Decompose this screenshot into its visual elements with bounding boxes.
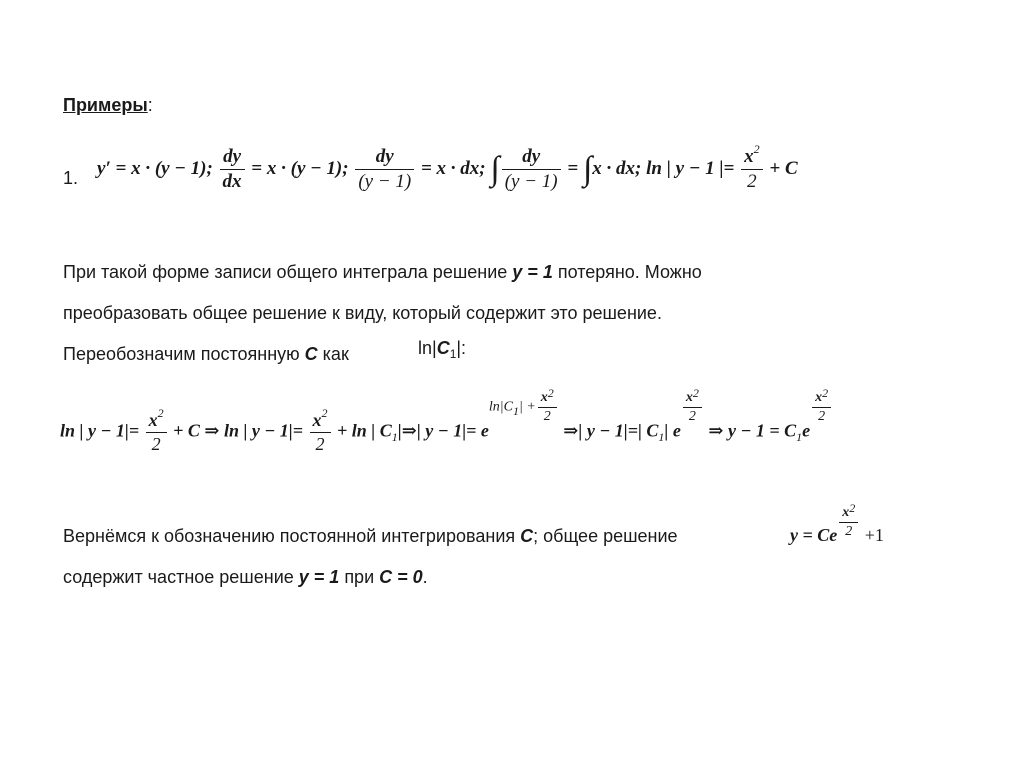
eq2-p3b: |⇒| y − 1|= e: [397, 420, 489, 441]
para1-line3: Переобозначим постоянную C как: [63, 344, 349, 364]
eq2-exponent-1: ln|C1| + $\frac{x2}{2}$: [489, 390, 559, 425]
eq1-ym1-2: (y − 1): [504, 171, 558, 192]
equation-2: ln | y − 1|= $\frac{x^2}{2}$ + C ⇒ ln | y − 1|= $\frac{x^2}{2}$ + ln | $C_1|\Rightarrow|$ y − 1|= eln|C1| + $\frac{x2}{2}$ ⇒| y − 1|=| $C_1|$ e $\frac{x2}{2}$ ⇒ $y - 1 = C_1e$ $\frac{x2}{2}$: [60, 410, 833, 455]
eq1-dy-2: dy: [355, 146, 414, 170]
heading: [63, 95, 153, 116]
eq2-exponent-2: $\frac{x2}{2}$: [681, 390, 704, 425]
eq1-dy: dy: [220, 146, 245, 170]
integral-sign-2: ∫: [582, 150, 593, 188]
eq2-p4b: | e: [664, 420, 681, 441]
eq2-frac-2: $\frac{x^2}{2}$: [310, 410, 331, 455]
ln-c1: $\ln|C_1|$:: [418, 338, 467, 361]
eq1-x2: $x^2$: [741, 146, 763, 170]
heading-text: Примеры: [63, 95, 148, 115]
eq2-p2: + C ⇒ ln | y − 1|=: [173, 420, 304, 441]
eq2-p3: + ln | C: [337, 420, 392, 441]
eq1-ym1: (y − 1): [358, 171, 412, 192]
para2-line2: содержит частное решение y = 1 при C = 0.: [63, 567, 428, 587]
final-equation: [790, 501, 884, 560]
eq1-dx: dx: [222, 171, 242, 192]
eq2-p5b: e: [802, 420, 811, 441]
eq1-rhs3: = x · dx;: [420, 157, 486, 179]
equation-1: [97, 142, 798, 193]
para1-line2: преобразовать общее решение к виду, который содержит это решение.: [63, 303, 662, 323]
final-lhs: y = Ce: [790, 525, 838, 545]
eq1-prime: ′: [105, 157, 111, 179]
eq1-lhs: y: [97, 157, 106, 179]
eq1-rhs2: = x · (y − 1);: [251, 157, 349, 179]
eq1-frac-x2: [741, 142, 763, 193]
integral-sign: ∫: [490, 150, 500, 188]
eq2-p5: ⇒ y − 1 = C: [708, 420, 797, 441]
example-number: 1.: [63, 168, 79, 188]
para2-line1: Вернёмся к обозначению постоянной интегрирования C; общее решение: [63, 526, 678, 546]
eq2-frac-1: $\frac{x^2}{2}$: [146, 410, 167, 455]
final-exponent: $\frac{x2}{2}$: [837, 505, 860, 540]
eq1-two: 2: [747, 171, 757, 192]
eq2-p4: ⇒| y − 1|=| C: [563, 420, 659, 441]
eq1-frac-dydx: [220, 146, 245, 193]
eq1-dy-3: dy: [502, 146, 561, 170]
heading-colon: :: [147, 95, 153, 115]
eq1-rhs1: = x · (y − 1);: [115, 157, 213, 179]
para1-line1: При такой форме записи общего интеграла решение y = 1 потеряно. Можно: [63, 262, 702, 282]
eq2-exponent-3: $\frac{x2}{2}$: [810, 390, 833, 425]
eq1-plus-c: + C: [769, 157, 798, 179]
eq1-int-rhs: x · dx; ln | y − 1 |=: [592, 157, 735, 179]
eq1-frac-int: [502, 146, 561, 193]
eq1-frac-dy-ym1: [355, 146, 414, 193]
eq2-p1: ln | y − 1|=: [60, 420, 140, 441]
eq1-rhs4: =: [567, 157, 579, 179]
final-plus1: +1: [864, 525, 884, 545]
